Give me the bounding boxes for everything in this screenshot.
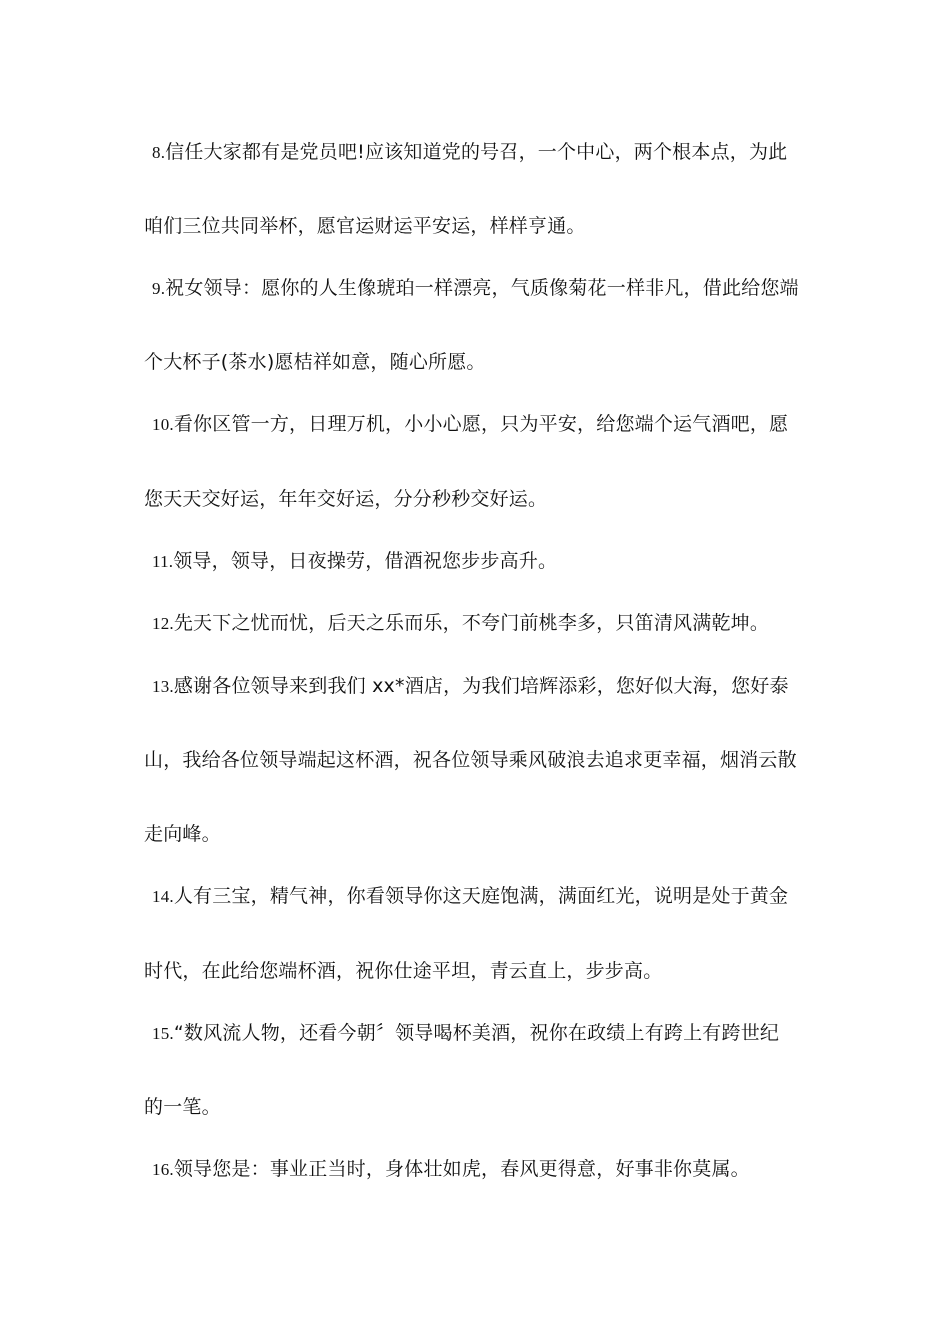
item-14-line-2 [144, 959, 662, 983]
item-10-text-1: 看你区管一方，日理万机，小小心愿，只为平安，给您端个运气酒吧，愿 [173, 413, 789, 435]
item-10-text-2: 您天天交好运，年年交好运，分分秒秒交好运。 [144, 488, 548, 510]
item-12-text-1: 先天下之忧而忧，后天之乐而乐，不夸门前桃李多，只笛清风满乾坤。 [173, 612, 770, 634]
item-8-line-2 [144, 214, 586, 238]
item-9-text-1: 祝女领导：愿你的人生像琥珀一样漂亮，气质像菊花一样非凡，借此给您端 [165, 277, 799, 299]
item-8-text-1: 信任大家都有是党员吧!应该知道党的号召，一个中心，两个根本点，为此 [165, 141, 788, 163]
item-12-line-1 [152, 611, 769, 636]
item-10-number: 10. [152, 415, 174, 434]
item-15-line-2 [144, 1095, 221, 1119]
item-13-number: 13. [152, 677, 174, 696]
item-15-text-1: “数风流人物，还看今朝〞领导喝杯美酒，祝你在政绩上有跨上有跨世纪 [173, 1022, 780, 1044]
item-14-number: 14. [152, 887, 174, 906]
item-10-line-1 [152, 412, 788, 437]
item-13-text-2: 山，我给各位领导端起这杯酒，祝各位领导乘风破浪去追求更幸福，烟消云散 [144, 749, 797, 771]
item-8-text-2: 咱们三位共同举杯，愿官运财运平安运，样样亨通。 [144, 215, 586, 237]
item-14-line-1 [152, 884, 788, 909]
item-9-text-2: 个大杯子(茶水)愿桔祥如意，随心所愿。 [144, 351, 486, 373]
item-15-line-1 [152, 1021, 779, 1046]
item-11-text-1: 领导，领导，日夜操劳，借酒祝您步步高升。 [173, 550, 558, 572]
item-8-number: 8. [152, 143, 166, 162]
item-9-line-2 [144, 350, 486, 374]
item-11-line-1 [152, 549, 557, 574]
item-14-text-1: 人有三宝，精气神，你看领导你这天庭饱满，满面红光，说明是处于黄金 [173, 885, 789, 907]
item-16-text-1: 领导您是：事业正当时，身体壮如虎，春风更得意，好事非你莫属。 [173, 1158, 750, 1180]
item-11-number: 11. [152, 552, 174, 571]
item-9-line-1 [152, 276, 799, 301]
item-15-number: 15. [152, 1024, 174, 1043]
item-14-text-2: 时代，在此给您端杯酒，祝你仕途平坦，青云直上，步步高。 [144, 960, 663, 982]
item-12-number: 12. [152, 614, 174, 633]
item-15-text-2: 的一笔。 [144, 1096, 221, 1118]
item-13-text-1: 感谢各位领导来到我们 xx*酒店，为我们培辉添彩，您好似大海，您好泰 [173, 675, 789, 697]
item-10-line-2 [144, 487, 547, 511]
item-16-line-1 [152, 1157, 750, 1182]
item-13-line-2 [144, 748, 797, 772]
item-8-line-1 [152, 140, 787, 165]
item-9-number: 9. [152, 279, 166, 298]
item-13-line-3 [144, 822, 221, 846]
item-16-number: 16. [152, 1160, 174, 1179]
item-13-text-3: 走向峰。 [144, 823, 221, 845]
item-13-line-1 [152, 674, 789, 699]
